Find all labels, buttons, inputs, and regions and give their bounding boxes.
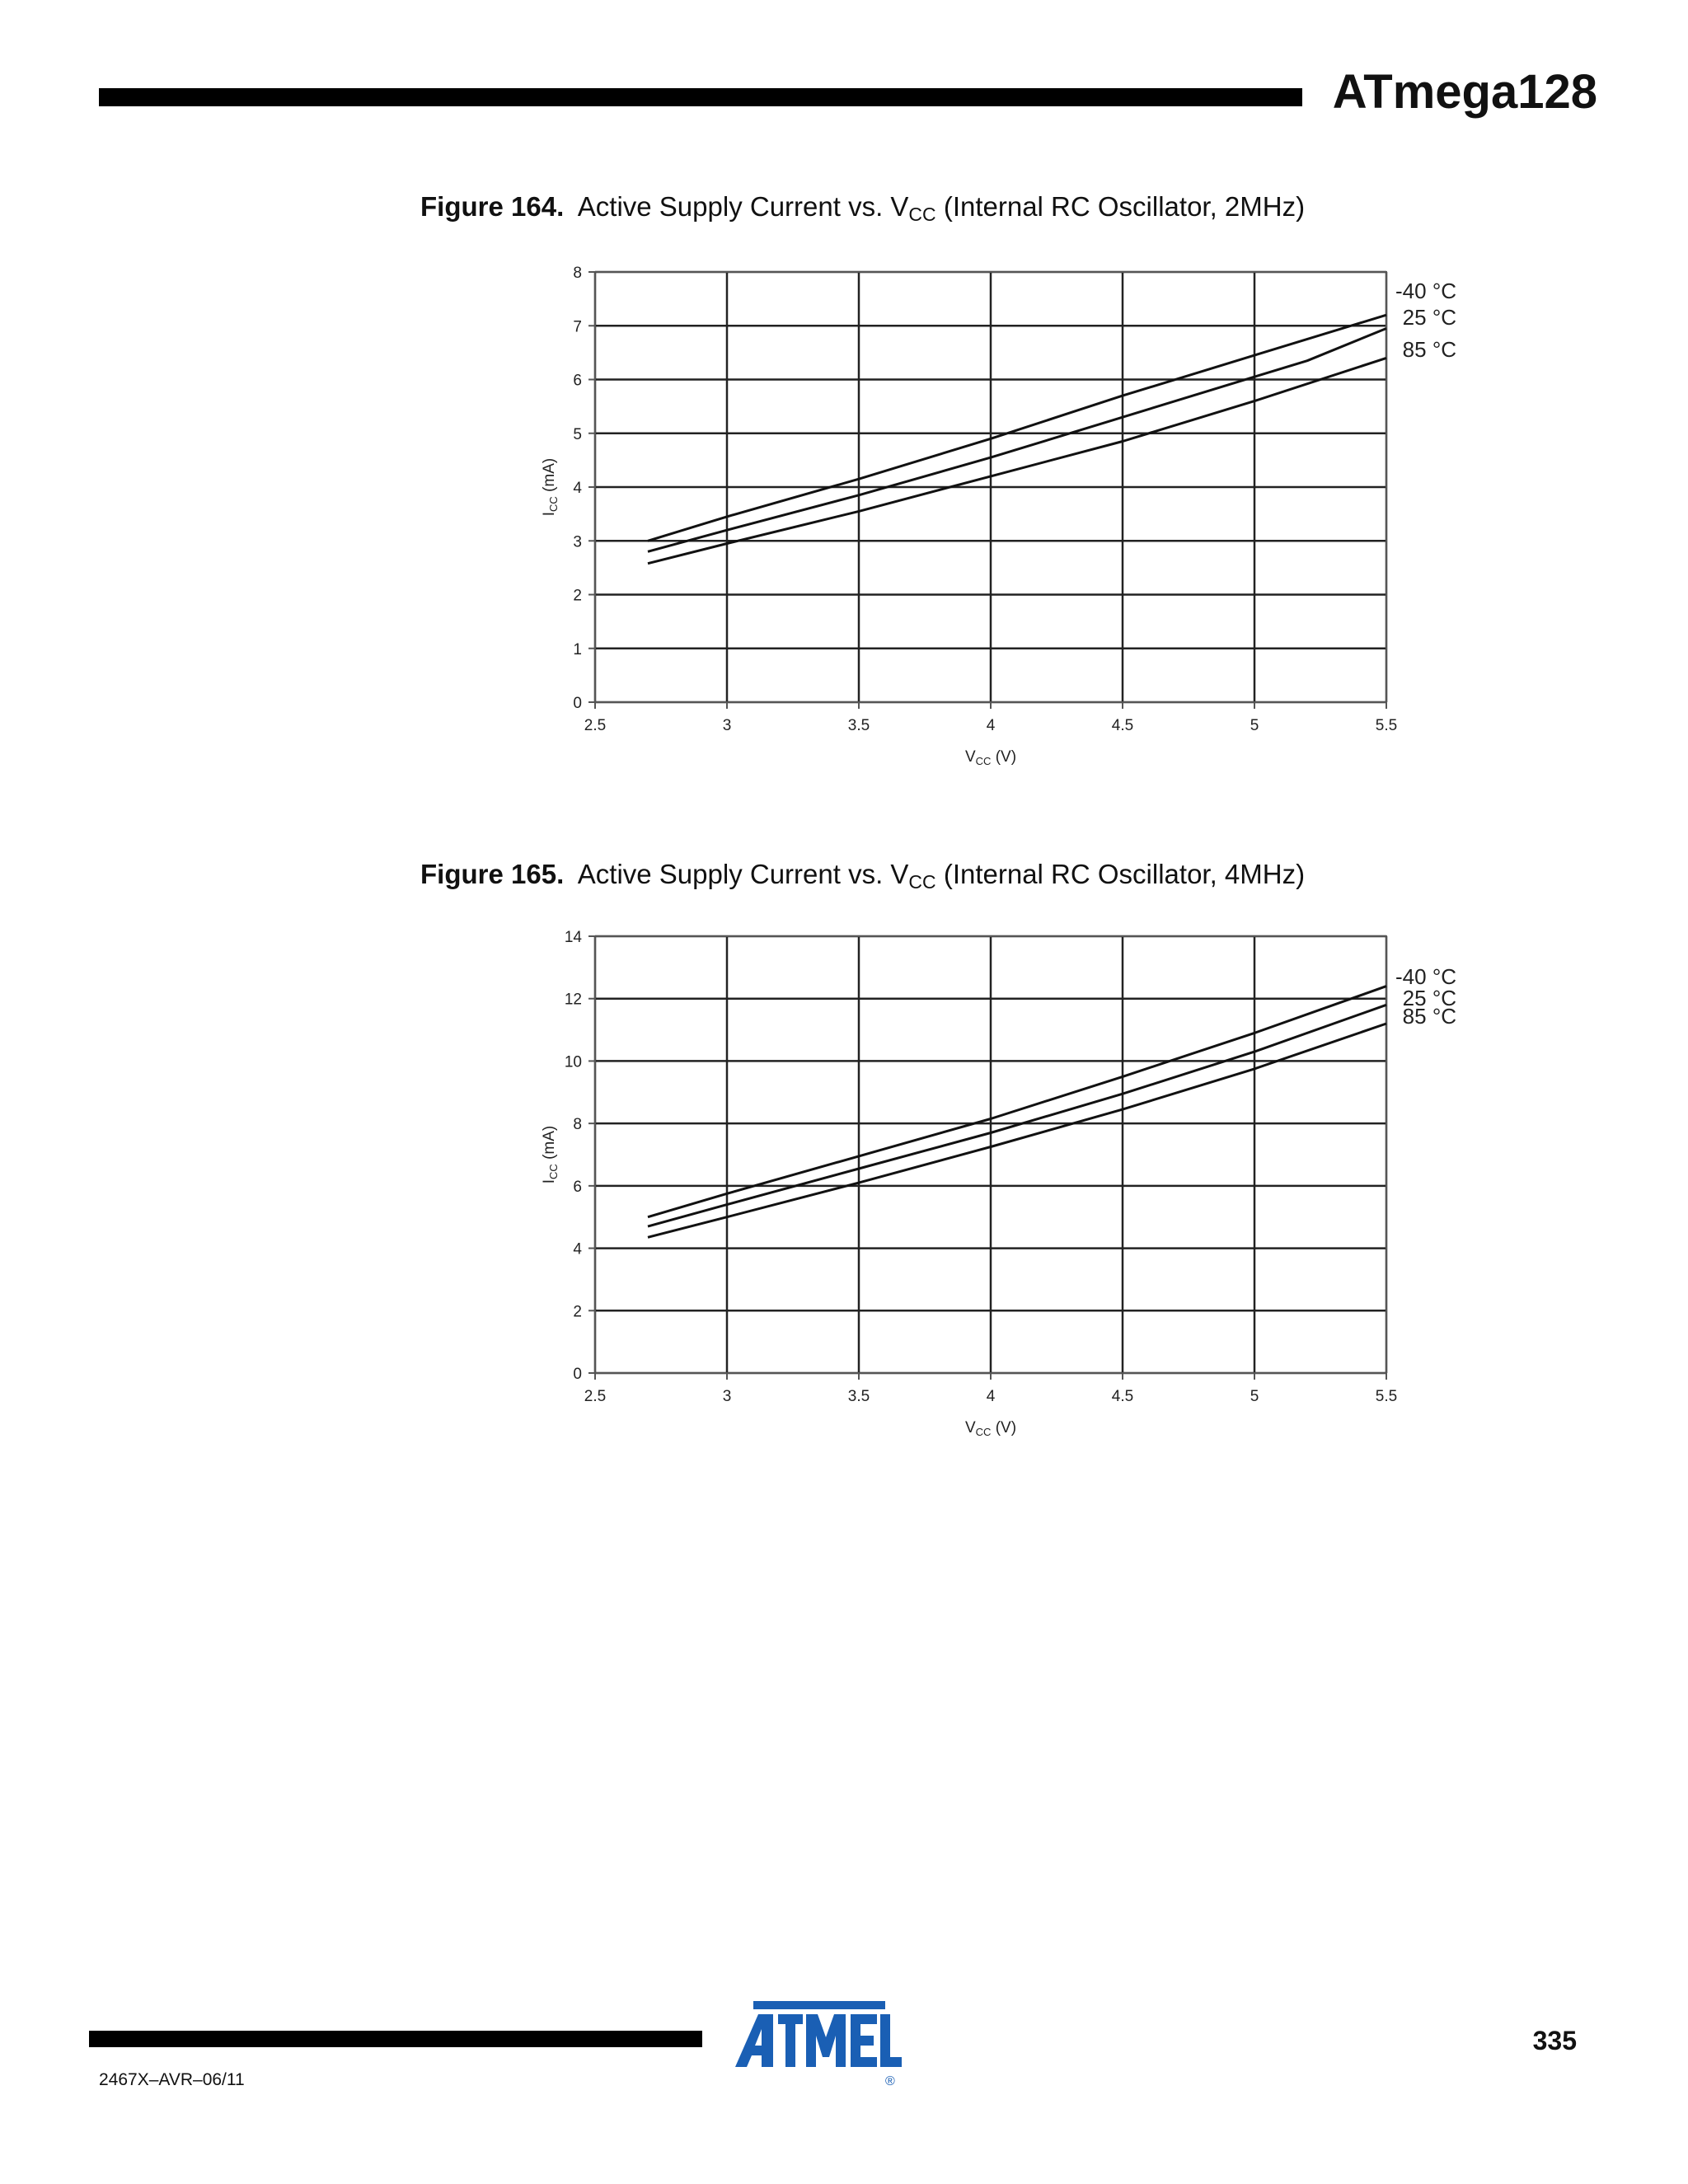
y-tick-label: 3 xyxy=(573,533,582,551)
page-header-title: ATmega128 xyxy=(1332,65,1597,119)
series-line-2 xyxy=(648,329,1386,552)
legend-label: 25 °C xyxy=(1402,305,1456,330)
figure-label: Figure 165. xyxy=(420,859,565,889)
y-axis-label: $I_{CC}$ (mA) xyxy=(541,1125,560,1184)
chart-figure-164 xyxy=(0,247,1688,791)
y-axis-label: $I_{CC}$ (mA) xyxy=(541,457,560,517)
y-tick-label: 6 xyxy=(573,1178,582,1196)
series-line-1 xyxy=(648,315,1386,541)
y-tick-label: 5 xyxy=(573,425,582,443)
legend-label: -40 °C xyxy=(1395,279,1456,303)
y-tick-label: 0 xyxy=(573,1366,582,1383)
series-line-1 xyxy=(648,987,1386,1217)
chart-figure-165 xyxy=(0,923,1688,1475)
y-tick-label: 8 xyxy=(573,1116,582,1134)
y-tick-label: 1 xyxy=(573,640,582,658)
x-tick-label: 4 xyxy=(986,717,996,734)
figure-title: Active Supply Current vs. V xyxy=(577,859,909,889)
figure-title-rest: (Internal RC Oscillator, 4MHz) xyxy=(935,859,1306,889)
y-tick-label: 4 xyxy=(573,1240,582,1258)
y-tick-label: 14 xyxy=(564,929,582,946)
y-tick-label: 2 xyxy=(573,587,582,605)
figure-title: Active Supply Current vs. V xyxy=(577,191,909,222)
series-line-2 xyxy=(648,1005,1386,1226)
y-tick-label: 8 xyxy=(573,265,582,282)
x-tick-label: 3.5 xyxy=(847,1388,870,1405)
x-tick-label: 4 xyxy=(986,1388,996,1405)
x-tick-label: 5 xyxy=(1250,717,1259,734)
x-tick-label: 2.5 xyxy=(584,1388,607,1405)
y-tick-label: 6 xyxy=(573,372,582,390)
x-tick-label: 3.5 xyxy=(847,717,870,734)
series-line-3 xyxy=(648,1024,1386,1237)
figure-title-rest: (Internal RC Oscillator, 2MHz) xyxy=(935,191,1306,222)
legend-label: -40 °C xyxy=(1395,964,1456,989)
footer-rule xyxy=(89,2031,702,2047)
figure-label: Figure 164. xyxy=(420,191,565,222)
y-tick-label: 0 xyxy=(573,695,582,712)
x-tick-label: 2.5 xyxy=(584,717,607,734)
page-number: 335 xyxy=(1532,2026,1577,2055)
x-axis-label: $V_{CC}$ (V) xyxy=(964,1419,1017,1438)
document-id: 2467X–AVR–06/11 xyxy=(99,2070,245,2089)
x-tick-label: 3 xyxy=(722,1388,732,1405)
figure-title-sub: CC xyxy=(908,871,936,893)
legend-label: 85 °C xyxy=(1402,337,1456,362)
x-axis-label: $V_{CC}$ (V) xyxy=(964,748,1017,767)
series-line-3 xyxy=(648,358,1386,563)
y-tick-label: 2 xyxy=(573,1303,582,1321)
figure-165-caption xyxy=(420,859,1305,893)
x-tick-label: 5 xyxy=(1250,1388,1259,1405)
x-tick-label: 3 xyxy=(722,717,732,734)
x-tick-label: 5.5 xyxy=(1375,1388,1398,1405)
x-tick-label: 5.5 xyxy=(1375,717,1398,734)
y-tick-label: 4 xyxy=(573,480,582,497)
x-tick-label: 4.5 xyxy=(1111,1388,1134,1405)
x-tick-label: 4.5 xyxy=(1111,717,1134,734)
logo-registered: ® xyxy=(885,2074,895,2088)
legend-label: 25 °C xyxy=(1402,986,1456,1010)
figure-title-sub: CC xyxy=(908,204,936,225)
atmel-logo xyxy=(720,1999,902,2090)
y-tick-label: 7 xyxy=(573,318,582,336)
header-rule xyxy=(99,88,1302,106)
figure-164-caption xyxy=(420,191,1305,226)
y-tick-label: 12 xyxy=(564,991,582,1009)
y-tick-label: 10 xyxy=(564,1053,582,1071)
atmel-logo-mark xyxy=(735,2001,902,2067)
legend-label: 85 °C xyxy=(1402,1004,1456,1029)
